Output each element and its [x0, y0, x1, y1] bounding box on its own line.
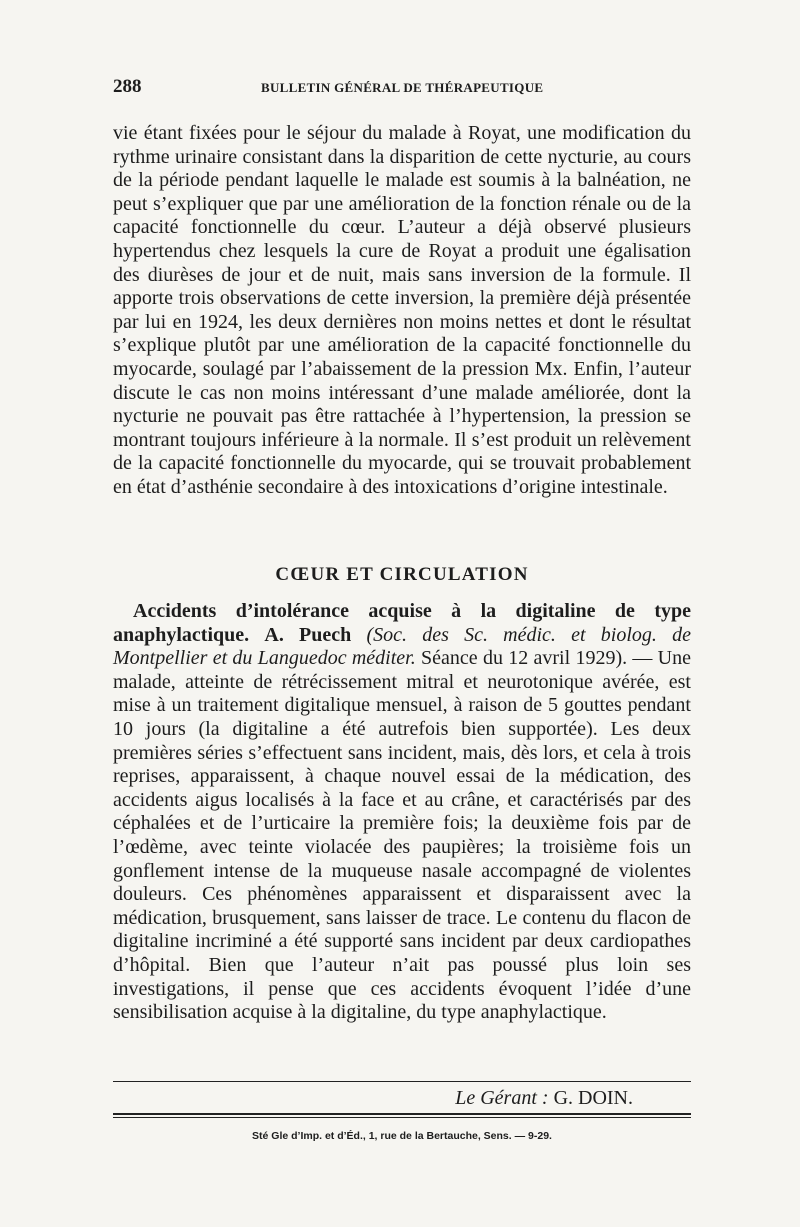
- section-heading: CŒUR ET CIRCULATION: [275, 564, 529, 585]
- article-body: Une malade, atteinte de rétrécissement mitral et neurotonique avérée, est mise à un traitement digitalique mensuel, à raison de 5 gouttes pendant 10 jours (la digitaline a été autrefois bien supportée). Les deux premières séries s’effectuent sans incident, mais, dès lors, et cela à trois reprises, apparaissent, à chaque nouvel essai de la médication, des accidents aigus localisés à la face et au crâne, et caractérisés par des céphalées et de l’urticaire la première fois; la deuxième fois par de l’œdème, avec teinte violacée des paupières; la troisième fois un gonflement intense de la muqueuse nasale accompagné de violentes douleurs. Ces phénomènes apparaissent et disparaissent avec la médication, brusquement, sans laisser de trace. Le contenu du flacon de digitaline incriminé a été supporté sans incident par deux cardiopathes d’hôpital. Bien que l’auteur n’ait pas poussé plus loin ses investigations, il pense que ces accidents évoquent l’idée d’une sensibilisation acquise à la digitaline, du type anaphylactique.: [113, 647, 691, 1024]
- gerant-label: Le Gérant :: [455, 1087, 549, 1109]
- footer-rule-bottom: [113, 1113, 691, 1115]
- page-number: 288: [113, 76, 142, 97]
- footer-rule-bottom-thin: [113, 1117, 691, 1118]
- paragraph-continuation: vie étant fixées pour le séjour du malade à Royat, une modification du rythme urinaire consistant dans la disparition de cette nycturie, au cours de la période pendant laquelle le malade est soumis à la balnéation, ne peut s’expliquer que par une amélioration de la fonction rénale ou de la capacité fonctionnelle du cœur. L’auteur a déjà observé plusieurs hypertendus chez lesquels la cure de Royat a produit une égalisation des diurèses de jour et de nuit, mais sans inversion de la formule. Il apporte trois observations de cette inversion, la première déjà présentée par lui en 1924, les deux dernières non moins nettes et dont le résultat s’explique plutôt par une amélioration de la capacité fonctionnelle du myocarde, soulagé par l’abaissement de la pression Mx. Enfin, l’auteur discute le cas non moins intéressant d’une malade améliorée, dont la nycturie ne pouvait pas être rattachée à l’hypertension, la pression se montrant toujours inférieure à la normale. Il s’est produit un relèvement de la capacité fonctionnelle du myocarde, qui se trouvait probablement en état d’asthénie secondaire à des intoxications d’origine intestinale.: [113, 122, 691, 498]
- running-title: BULLETIN GÉNÉRAL DE THÉRAPEUTIQUE: [261, 80, 544, 95]
- article-title: Accidents d’intolérance acquise à la digitaline de type anaphylactique.: [113, 600, 691, 646]
- printer-imprint: Sté Gle d’Imp. et d’Éd., 1, rue de la Bertauche, Sens. — 9-29.: [252, 1130, 552, 1142]
- article-author: A. Puech: [264, 623, 352, 646]
- article-session: Séance du 12 avril 1929). —: [421, 647, 653, 670]
- footer-rule-top: [113, 1081, 691, 1082]
- article-paragraph: [113, 600, 691, 1025]
- gerant-name: G. DOIN.: [553, 1087, 633, 1109]
- page-header: [113, 76, 691, 100]
- article-source: (Soc. des Sc. médic. et biolog. de Montpellier et du Languedoc méditer.: [113, 623, 691, 670]
